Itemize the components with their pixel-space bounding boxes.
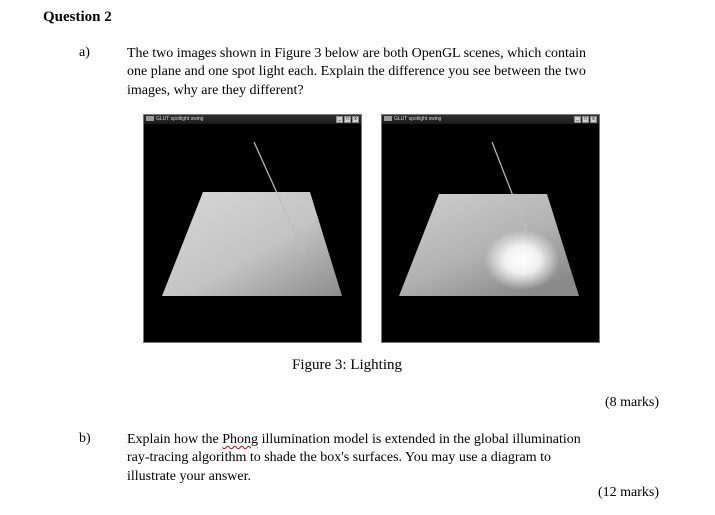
left-window-controls [336,116,359,123]
part-a-line-3: images, why are they different? [127,82,304,98]
left-plane [162,192,342,296]
right-scene-canvas [382,124,599,342]
part-a-marks: (8 marks) [604,395,659,410]
right-window-controls [574,116,597,123]
glut-app-icon [384,116,392,121]
part-b-marks: (12 marks) [597,485,659,500]
part-b-line-1-end: illumination model is extended in the global illumination [258,432,581,447]
left-scene-canvas [144,124,361,342]
figure-caption: Figure 3: Lighting [292,357,402,373]
part-b-line-1 [127,431,660,449]
part-b-line-2: ray-tracing algorithm to shade the box's surfaces. You may use a diagram to [127,450,551,466]
left-window-title: GLUT spotlight swing [156,116,204,122]
question-heading: Question 2 [43,9,112,25]
right-window-title: GLUT spotlight swing [394,116,442,122]
left-opengl-window [143,114,362,343]
minimize-icon[interactable]: _ [574,116,581,123]
minimize-icon[interactable]: _ [336,116,343,123]
part-a-text [127,45,660,100]
right-spotlight-highlight [382,124,599,342]
glut-app-icon [146,116,154,121]
close-icon[interactable]: x [590,116,597,123]
part-b-label: b) [79,431,91,446]
part-b-text [127,431,660,486]
part-a-label: a) [79,45,90,60]
part-b-line-1-start: Explain how the [127,432,223,447]
maximize-icon[interactable]: □ [583,116,588,122]
left-window-titlebar [144,115,361,124]
phong-term: Phong [222,432,259,447]
part-b-line-3: illustrate your answer. [127,468,252,484]
right-opengl-window [381,114,600,343]
part-a-line-2: one plane and one spot light each. Explain the difference you see between the two [127,64,586,80]
right-window-titlebar [382,115,599,124]
maximize-icon[interactable]: □ [345,116,350,122]
close-icon[interactable]: x [352,116,359,123]
part-a-line-1: The two images shown in Figure 3 below are both OpenGL scenes, which contain [127,46,587,61]
